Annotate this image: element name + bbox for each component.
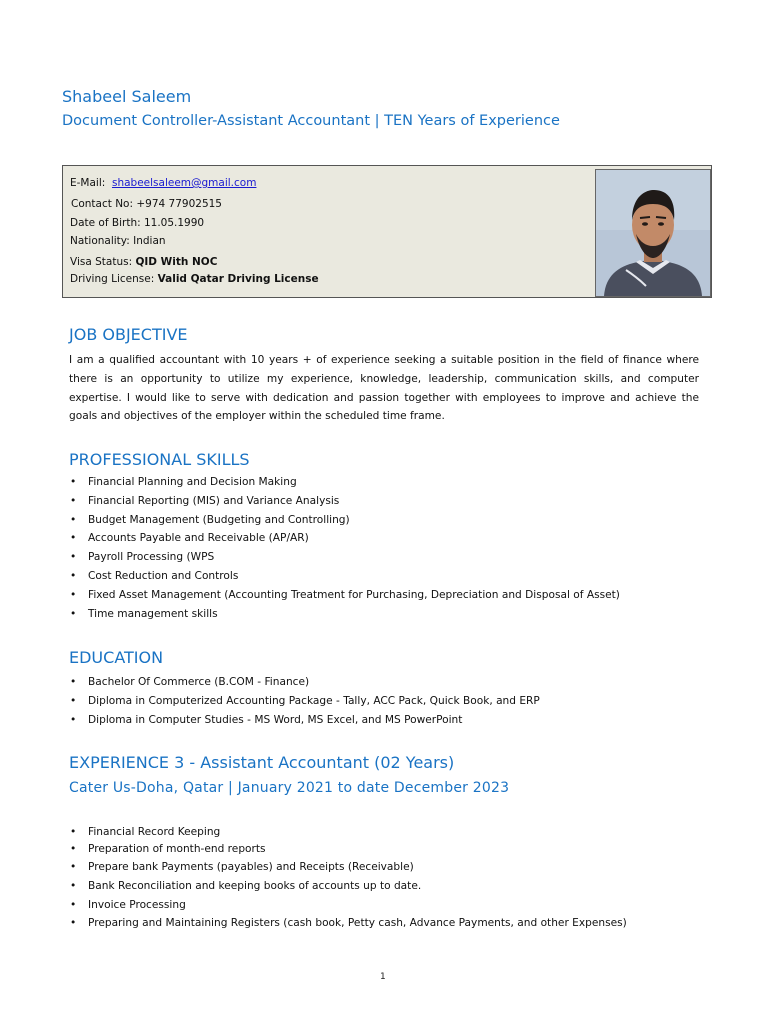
nationality-value: Indian <box>133 235 166 247</box>
education-heading: EDUCATION <box>69 648 164 667</box>
dob-label: Date of Birth: <box>70 217 141 229</box>
education-list <box>69 673 540 729</box>
list-item: • Preparing and Maintaining Registers (cash book, Petty cash, Advance Payments, and other Expenses) <box>69 914 627 933</box>
list-item: • Financial Planning and Decision Making <box>69 473 620 492</box>
contact-line <box>71 198 222 210</box>
email-line <box>70 177 256 189</box>
email-label: E-Mail: <box>70 177 106 189</box>
experience-duties-list <box>69 824 627 933</box>
dob-line <box>70 217 204 229</box>
profile-photo-illustration <box>596 170 710 296</box>
license-value: Valid Qatar Driving License <box>157 273 319 285</box>
skills-list <box>69 473 620 623</box>
list-item: • Accounts Payable and Receivable (AP/AR) <box>69 529 620 548</box>
contact-value: +974 77902515 <box>136 198 222 210</box>
dob-value: 11.05.1990 <box>143 217 205 229</box>
professional-skills-heading: PROFESSIONAL SKILLS <box>69 450 250 469</box>
list-item: • Prepare bank Payments (payables) and Receipts (Receivable) <box>69 858 627 877</box>
nationality-label: Nationality: <box>70 235 130 247</box>
experience-company-dates: Cater Us-Doha, Qatar | January 2021 to date December 2023 <box>69 780 510 796</box>
list-item: • Bank Reconciliation and keeping books of accounts up to date. <box>69 877 627 896</box>
candidate-headline: Document Controller-Assistant Accountant | TEN Years of Experience <box>62 113 560 129</box>
list-item: • Cost Reduction and Controls <box>69 567 620 586</box>
license-line <box>70 273 319 285</box>
list-item: • Fixed Asset Management (Accounting Treatment for Purchasing, Depreciation and Disposal of Asset) <box>69 586 620 605</box>
job-objective-heading: JOB OBJECTIVE <box>69 325 188 344</box>
candidate-name: Shabeel Saleem <box>62 87 192 106</box>
list-item: • Financial Record Keeping <box>69 824 627 841</box>
list-item: • Payroll Processing (WPS <box>69 548 620 567</box>
list-item: • Preparation of month-end reports <box>69 841 627 858</box>
job-objective-text: I am a qualified accountant with 10 years + of experience seeking a suitable position in the field of finance where there is an opportunity to utilize my experience, knowledge, leadership, communication skills, and computer expertise. I would like to serve with dedication and passion together with employees to improve and achieve the goals and objectives of the employer within the scheduled time frame. <box>69 354 699 423</box>
email-link[interactable]: shabeelsaleem@gmail.com <box>111 177 257 189</box>
profile-photo <box>595 169 711 297</box>
license-label: Driving License: <box>70 273 155 285</box>
visa-line <box>70 256 217 268</box>
list-item: • Invoice Processing <box>69 896 627 915</box>
list-item: • Time management skills <box>69 605 620 624</box>
list-item: • Budget Management (Budgeting and Controlling) <box>69 511 620 530</box>
visa-value: QID With NOC <box>135 256 218 268</box>
list-item: • Diploma in Computer Studies - MS Word, MS Excel, and MS PowerPoint <box>69 711 540 730</box>
list-item: • Bachelor Of Commerce (B.COM - Finance) <box>69 673 540 692</box>
list-item: • Financial Reporting (MIS) and Variance Analysis <box>69 492 620 511</box>
list-item: • Diploma in Computerized Accounting Package - Tally, ACC Pack, Quick Book, and ERP <box>69 692 540 711</box>
contact-label: Contact No: <box>71 198 134 210</box>
nationality-line <box>70 235 166 247</box>
page-number: 1 <box>380 972 386 982</box>
visa-label: Visa Status: <box>70 256 133 268</box>
contact-info-box <box>62 165 712 298</box>
experience-heading: EXPERIENCE 3 - Assistant Accountant (02 Years) <box>69 753 455 772</box>
